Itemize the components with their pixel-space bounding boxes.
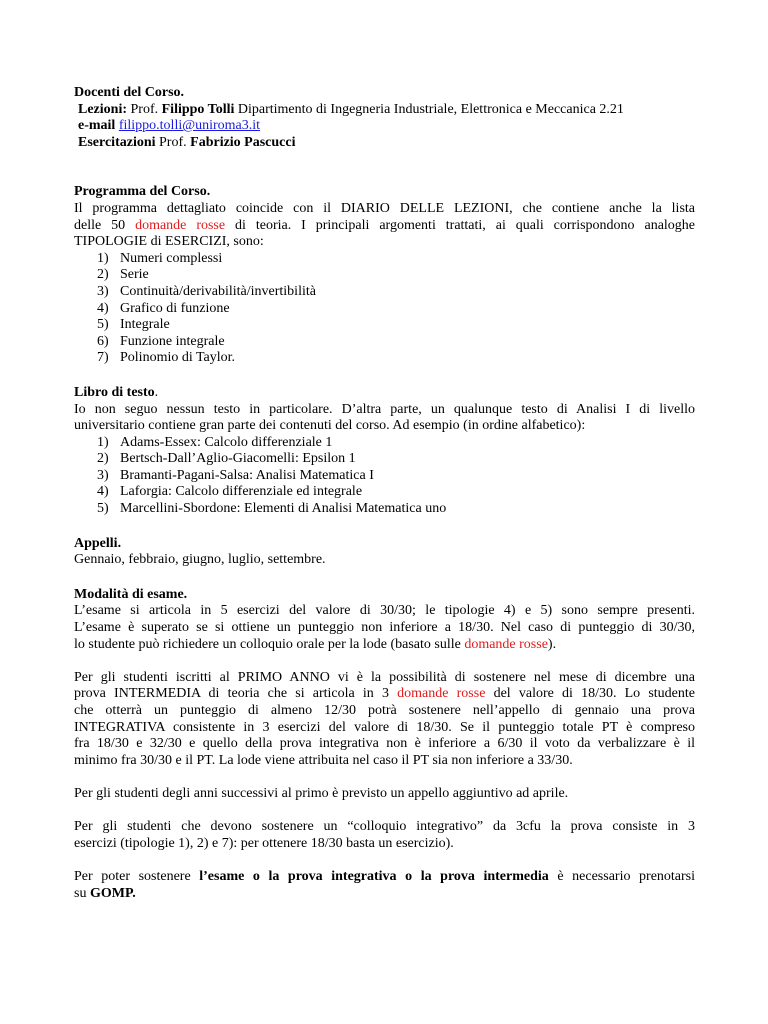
lezioni-label: Lezioni: [78, 101, 127, 117]
topic-list-item [74, 301, 695, 318]
modalita-heading: Modalità di esame. [74, 586, 188, 602]
topics-list [74, 251, 695, 367]
modalita-p2-line-5: fra 18/30 e 32/30 e quello della prova integrativa non è inferiore a 6/30 il voto da verbalizzare è il [74, 736, 695, 752]
topic-list-item [74, 267, 695, 284]
list-item-text: Marcellini-Sbordone: Elementi di Analisi Matematica uno [120, 501, 447, 517]
modalita-p5-line-2: su GOMP. [74, 885, 136, 901]
modalita-p2-line-1: Per gli studenti iscritti al PRIMO ANNO vi è la possibilità di sostenere nel mese di dicembre una [74, 669, 695, 685]
programma-heading: Programma del Corso. [74, 184, 211, 200]
document-body [74, 85, 695, 902]
esercitazioni-teacher-name: Fabrizio Pascucci [190, 134, 296, 150]
domande-rosse-term: domande rosse [464, 636, 548, 652]
programma-line-2: delle 50 domande rosse di teoria. I principali argomenti trattati, ai quali corrispondono analoghe [74, 217, 696, 233]
list-item-text: Numeri complessi [120, 250, 223, 266]
list-item-number: 1) [97, 250, 109, 266]
modalita-p2-line-2: prova INTERMEDIA di teoria che si articola in 3 domande rosse del valore di 18/30. Lo studente [74, 686, 696, 702]
topic-list-item [74, 350, 695, 367]
gomp-label: GOMP. [89, 885, 136, 901]
appelli-heading: Appelli. [74, 535, 122, 551]
modalita-p2-line-4: INTEGRATIVA consistente in 3 esercizi del valore di 18/30. Se il punteggio totale PT è compreso [74, 719, 695, 735]
modalita-p1-line-2: L’esame è superato se si ottiene un punteggio non inferiore a 18/30. Nel caso di punteggio di 30/30, [74, 620, 695, 636]
textbook-list-item [74, 468, 695, 485]
list-item-number: 6) [97, 333, 109, 349]
appelli-text: Gennaio, febbraio, giugno, luglio, settembre. [74, 552, 326, 568]
esercitazioni-line: Esercitazioni Prof. Fabrizio Pascucci [78, 134, 296, 150]
modalita-p1-line-3: lo studente può richiedere un colloquio orale per la lode (basato sulle domande rosse). [74, 636, 557, 652]
domande-rosse-term: domande rosse [397, 686, 486, 702]
list-item-text: Serie [120, 267, 149, 283]
textbook-list-item [74, 451, 695, 468]
list-item-text: Bramanti-Pagani-Salsa: Analisi Matematica I [120, 467, 374, 483]
modalita-p3: Per gli studenti degli anni successivi al primo è previsto un appello aggiuntivo ad aprile. [74, 785, 569, 801]
list-item-number: 3) [97, 467, 109, 483]
topic-list-item [74, 334, 695, 351]
esercitazioni-label: Esercitazioni [78, 134, 156, 150]
list-item-number: 4) [97, 484, 109, 500]
list-item-text: Continuità/derivabilità/invertibilità [120, 283, 316, 299]
libro-line-2: universitario contiene gran parte dei contenuti del corso. Ad esempio (in ordine alfabetico): [74, 418, 586, 434]
modalita-p2-line-3: che otterrà un punteggio di almeno 12/30 potrà sostenere nell’appello di gennaio una prova [74, 703, 695, 718]
programma-line-3: TIPOLOGIE di ESERCIZI, sono: [74, 234, 264, 250]
list-item-number: 5) [97, 317, 109, 333]
list-item-text: Adams-Essex: Calcolo differenziale 1 [120, 434, 333, 450]
prenotazione-requirement: l’esame o la prova integrativa o la prova intermedia [199, 868, 549, 884]
topic-list-item [74, 284, 695, 301]
libro-heading: Libro di testo. [74, 384, 159, 400]
list-item-text: Funzione integrale [120, 333, 225, 349]
domande-rosse-term: domande rosse [135, 217, 226, 233]
textbook-list-item [74, 484, 695, 501]
list-item-number: 5) [97, 501, 109, 517]
topic-list-item [74, 317, 695, 334]
textbook-list-item [74, 501, 695, 518]
list-item-text: Grafico di funzione [120, 300, 230, 316]
textbooks-list [74, 435, 695, 518]
list-item-text: Integrale [120, 317, 170, 333]
email-link[interactable]: filippo.tolli@uniroma3.it [118, 118, 261, 134]
docenti-heading: Docenti del Corso. [74, 85, 185, 100]
textbook-list-item [74, 435, 695, 452]
list-item-text: Laforgia: Calcolo differenziale ed integrale [120, 484, 363, 500]
modalita-p4-line-2: esercizi (tipologie 1), 2) e 7): per ottenere 18/30 basta un esercizio). [74, 835, 454, 851]
lezioni-department: Dipartimento di Ingegneria Industriale, Elettronica e Meccanica 2.21 [237, 101, 624, 117]
modalita-p4-line-1: Per gli studenti che devono sostenere un “colloquio integrativo” da 3cfu la prova consiste in 3 [74, 819, 695, 835]
list-item-number: 7) [97, 350, 109, 366]
list-item-text: Polinomio di Taylor. [120, 350, 236, 366]
topic-list-item [74, 251, 695, 268]
email-line [74, 118, 695, 135]
lezioni-teacher-name: Filippo Tolli [161, 101, 235, 117]
lezioni-line: Lezioni: Prof. Filippo Tolli Dipartimento di Ingegneria Industriale, Elettronica e Meccanica 2.21 [78, 101, 624, 117]
list-item-number: 1) [97, 434, 109, 450]
list-item-text: Bertsch-Dall’Aglio-Giacomelli: Epsilon 1 [120, 451, 356, 467]
programma-line-1: Il programma dettagliato coincide con il DIARIO DELLE LEZIONI, che contiene anche la lista [74, 200, 695, 216]
libro-line-1: Io non seguo nessun testo in particolare. D’altra parte, un qualunque testo di Analisi I di livello [74, 401, 695, 417]
email-label: e-mail [78, 118, 116, 134]
modalita-p5-line-1: Per poter sostenere l’esame o la prova integrativa o la prova intermedia è necessario prenotarsi [74, 868, 696, 884]
list-item-number: 3) [97, 283, 109, 299]
list-item-number: 2) [97, 267, 109, 283]
modalita-p2-line-6: minimo fra 30/30 e il PT. La lode viene attribuita nel caso il PT sia non inferiore a 33/30. [74, 752, 573, 768]
modalita-p1-line-1: L’esame si articola in 5 esercizi del valore di 30/30; le tipologie 4) e 5) sono sempre presenti. [74, 603, 695, 619]
list-item-number: 4) [97, 300, 109, 316]
list-item-number: 2) [97, 451, 109, 467]
